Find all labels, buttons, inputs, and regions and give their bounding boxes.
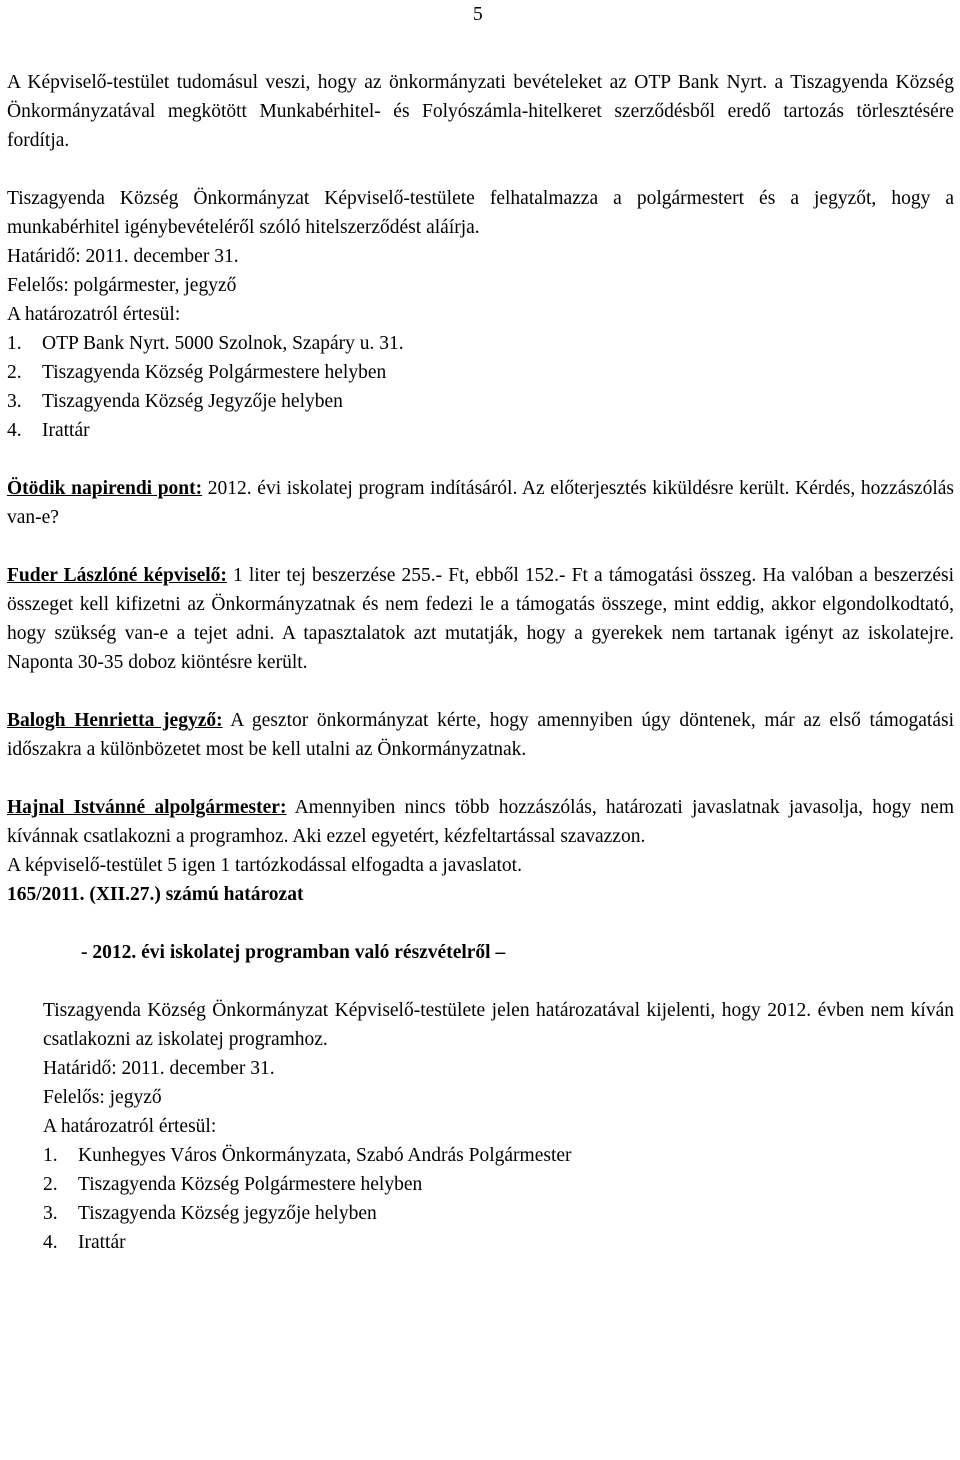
- page-number: 5: [473, 4, 483, 25]
- speech-fuder: [7, 561, 954, 677]
- resolution-content: [43, 996, 954, 1257]
- responsible-2: Felelős: jegyző: [43, 1087, 162, 1108]
- speech-balogh: [7, 706, 954, 764]
- document-body: [7, 68, 954, 1257]
- notify-list-1: [7, 329, 954, 445]
- paragraph-authorization: Tiszagyenda Község Önkormányzat Képviselő-testülete felhatalmazza a polgármestert és a jegyzőt, hogy a munkabérhitel igénybevételéről szóló hitelszerződést aláírja.: [7, 188, 954, 238]
- list-item: 2. Tiszagyenda Község Polgármestere helyben: [43, 1174, 423, 1195]
- speech-text: A gesztor önkormányzat kérte, hogy amennyiben úgy döntenek, már az első támogatási időszakra a különbözetet most be kell utalni az Önkormányzatnak.: [7, 710, 954, 760]
- speech-text: Amennyiben nincs több hozzászólás, határozati javaslatnak javasolja, hogy nem kívánnak csatlakozni a programhoz. Aki ezzel egyetért, kézfeltartással szavazzon.: [7, 797, 955, 847]
- speaker-name: Fuder Lászlóné képviselő:: [7, 565, 227, 586]
- list-item: 1. Kunhegyes Város Önkormányzata, Szabó András Polgármester: [43, 1145, 572, 1166]
- notify-heading-1: A határozatról értesül:: [7, 304, 181, 325]
- list-item: 1. OTP Bank Nyrt. 5000 Szolnok, Szapáry u. 31.: [7, 333, 404, 354]
- agenda-item: [7, 474, 954, 532]
- vote-result: A képviselő-testület 5 igen 1 tartózkodással elfogadta a javaslatot.: [7, 855, 522, 876]
- notify-heading-2: A határozatról értesül:: [43, 1116, 217, 1137]
- list-item: 3. Tiszagyenda Község jegyzője helyben: [43, 1203, 377, 1224]
- speaker-name: Balogh Henrietta jegyző:: [7, 710, 223, 731]
- list-item: 4. Irattár: [7, 420, 90, 441]
- paragraph-bank-revenue: A Képviselő-testület tudomásul veszi, hogy az önkormányzati bevételeket az OTP Bank Nyrt. a Tiszagyenda Község Önkormányzatával megkötött Munkabérhitel- és Folyószámla-hitelkeret szerződésből eredő tartozás törlesztésére fordítja.: [7, 72, 954, 151]
- speech-text: 1 liter tej beszerzése 255.- Ft, ebből 152.- Ft a támogatási összeg. Ha valóban a beszerzési összeget kell kifizetni az Önkormányzatnak és nem fedezi le a támogatás összege, mint eddig, akkor elgondolkodtató, hogy szükség van-e a tejet adni. A tapasztalatok azt mutatják, hogy a gyerekek nem tartanak igényt az iskolatejre. Naponta 30-35 doboz kiöntésre került.: [7, 565, 954, 673]
- deadline-2: Határidő: 2011. december 31.: [43, 1058, 275, 1079]
- list-item: 4. Irattár: [43, 1232, 126, 1253]
- resolution-body: Tiszagyenda Község Önkormányzat Képviselő-testülete jelen határozatával kijelenti, hogy 2012. évben nem kíván csatlakozni az iskolatej programhoz.: [43, 1000, 954, 1050]
- speaker-name: Hajnal Istvánné alpolgármester:: [7, 797, 287, 818]
- list-item: 2. Tiszagyenda Község Polgármestere helyben: [7, 362, 387, 383]
- list-item: 3. Tiszagyenda Község Jegyzője helyben: [7, 391, 343, 412]
- resolution-subtitle: - 2012. évi iskolatej programban való részvételről –: [81, 942, 506, 963]
- resolution-number: 165/2011. (XII.27.) számú határozat: [7, 884, 304, 905]
- speech-hajnal: [7, 793, 954, 851]
- agenda-label: Ötödik napirendi pont:: [7, 478, 203, 499]
- notify-list-2: [43, 1141, 954, 1257]
- agenda-text: 2012. évi iskolatej program indításáról. Az előterjesztés kiküldésre került. Kérdés, hozzászólás van-e?: [7, 478, 955, 528]
- responsible-1: Felelős: polgármester, jegyző: [7, 275, 237, 296]
- deadline-1: Határidő: 2011. december 31.: [7, 246, 239, 267]
